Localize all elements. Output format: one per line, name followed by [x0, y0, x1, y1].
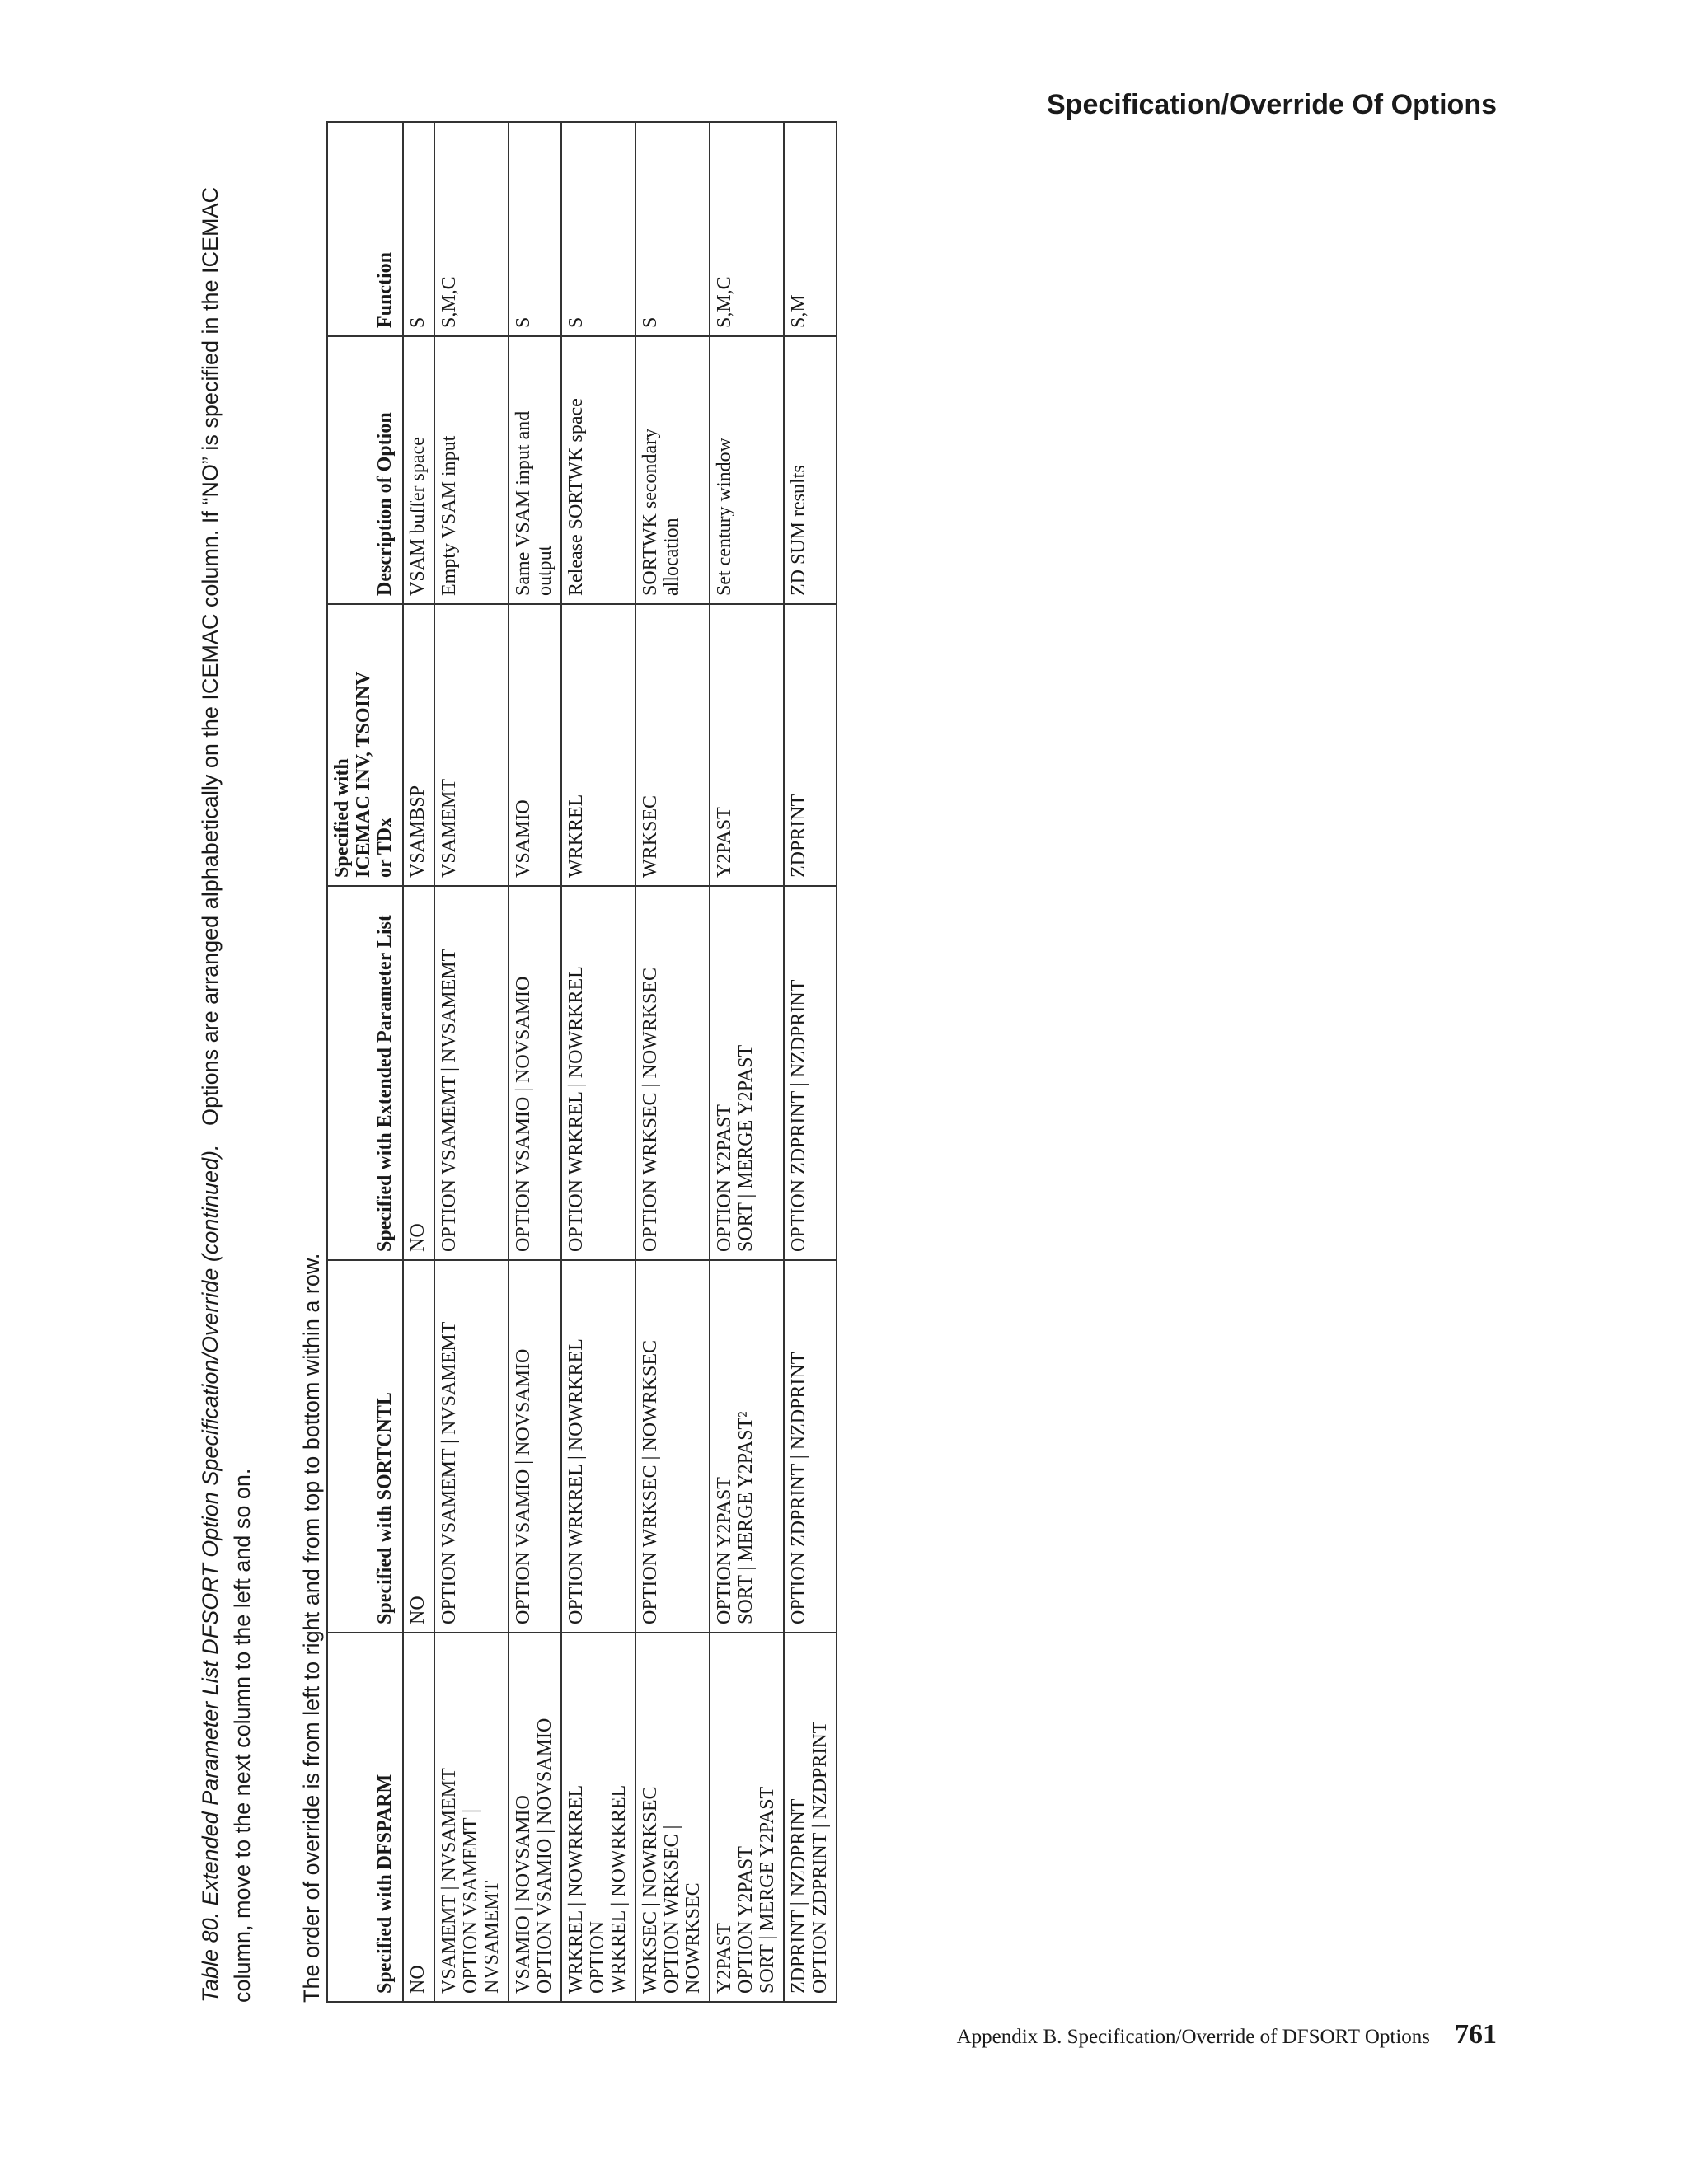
cell-extended: OPTION Y2PAST SORT | MERGE Y2PAST: [710, 886, 784, 1260]
table-title: Table 80. Extended Parameter List DFSORT Option Specification/Override (continued).: [198, 1144, 223, 2003]
cell-description: Release SORTWK space: [561, 336, 635, 604]
header-description: Description of Option: [327, 336, 403, 604]
cell-extended: OPTION WRKREL | NOWRKREL: [561, 886, 635, 1260]
table-row: [784, 122, 837, 2002]
cell-sortcntl: OPTION VSAMIO | NOVSAMIO: [509, 1260, 561, 1633]
header-sortcntl: Specified with SORTCNTL: [327, 1260, 403, 1633]
cell-function: S,M,C: [434, 122, 509, 336]
cell-extended: NO: [403, 886, 434, 1260]
cell-icemac: VSAMBSP: [403, 604, 434, 886]
rotated-table-region: [195, 91, 1083, 2003]
cell-sortcntl: OPTION Y2PAST SORT | MERGE Y2PAST²: [710, 1260, 784, 1633]
page-number: 761: [1455, 2019, 1497, 2050]
cell-dfsparm: WRKREL | NOWRKREL OPTION WRKREL | NOWRKREL: [561, 1633, 635, 2002]
cell-dfsparm: NO: [403, 1633, 434, 2002]
cell-sortcntl: NO: [403, 1260, 434, 1633]
cell-icemac: ZDPRINT: [784, 604, 837, 886]
cell-icemac: WRKREL: [561, 604, 635, 886]
cell-icemac: VSAMEMT: [434, 604, 509, 886]
cell-function: S,M: [784, 122, 837, 336]
cell-description: VSAM buffer space: [403, 336, 434, 604]
header-extended-parameter-list: Specified with Extended Parameter List: [327, 886, 403, 1260]
cell-sortcntl: OPTION VSAMEMT | NVSAMEMT: [434, 1260, 509, 1633]
table-row: [403, 122, 434, 2002]
cell-function: S: [509, 122, 561, 336]
table-row: [561, 122, 635, 2002]
table-row: [710, 122, 784, 2002]
running-header: Specification/Override Of Options: [1047, 89, 1497, 120]
cell-function: S,M,C: [710, 122, 784, 336]
table-caption: [195, 124, 259, 2003]
cell-sortcntl: OPTION WRKREL | NOWRKREL: [561, 1260, 635, 1633]
cell-dfsparm: VSAMEMT | NVSAMEMT OPTION VSAMEMT | NVSAMEMT: [434, 1633, 509, 2002]
cell-description: Set century window: [710, 336, 784, 604]
cell-dfsparm: VSAMIO | NOVSAMIO OPTION VSAMIO | NOVSAMIO: [509, 1633, 561, 2002]
page-footer: [957, 2019, 1497, 2050]
override-order-note: The order of override is from left to right and from top to bottom within a row.: [299, 1253, 324, 2003]
cell-sortcntl: OPTION WRKSEC | NOWRKSEC: [635, 1260, 710, 1633]
cell-extended: OPTION WRKSEC | NOWRKSEC: [635, 886, 710, 1260]
header-row: [327, 122, 403, 2002]
cell-sortcntl: OPTION ZDPRINT | NZDPRINT: [784, 1260, 837, 1633]
cell-icemac: VSAMIO: [509, 604, 561, 886]
header-icemac: Specified with ICEMAC INV, TSOINV or TDx: [327, 604, 403, 886]
cell-function: S: [403, 122, 434, 336]
table-row: [635, 122, 710, 2002]
cell-extended: OPTION VSAMEMT | NVSAMEMT: [434, 886, 509, 1260]
cell-icemac: WRKSEC: [635, 604, 710, 886]
cell-extended: OPTION VSAMIO | NOVSAMIO: [509, 886, 561, 1260]
footer-book-title: Appendix B. Specification/Override of DFSORT Options: [956, 2026, 1430, 2048]
cell-dfsparm: WRKSEC | NOWRKSEC OPTION WRKSEC | NOWRKSEC: [635, 1633, 710, 2002]
cell-extended: OPTION ZDPRINT | NZDPRINT: [784, 886, 837, 1260]
cell-dfsparm: ZDPRINT | NZDPRINT OPTION ZDPRINT | NZDPRINT: [784, 1633, 837, 2002]
options-table: [326, 121, 837, 2003]
cell-function: S: [635, 122, 710, 336]
table-description: Options are arranged alphabetically on the ICEMAC column. If “NO” is specified in the ICEMAC column, move to the next column to the left and so on.: [198, 186, 255, 2003]
cell-description: SORTWK secondary allocation: [635, 336, 710, 604]
cell-description: ZD SUM results: [784, 336, 837, 604]
cell-dfsparm: Y2PAST OPTION Y2PAST SORT | MERGE Y2PAST: [710, 1633, 784, 2002]
header-dfsparm: Specified with DFSPARM: [327, 1633, 403, 2002]
cell-icemac: Y2PAST: [710, 604, 784, 886]
cell-description: Same VSAM input and output: [509, 336, 561, 604]
cell-function: S: [561, 122, 635, 336]
cell-description: Empty VSAM input: [434, 336, 509, 604]
table-row: [509, 122, 561, 2002]
header-function: Function: [327, 122, 403, 336]
table-row: [434, 122, 509, 2002]
